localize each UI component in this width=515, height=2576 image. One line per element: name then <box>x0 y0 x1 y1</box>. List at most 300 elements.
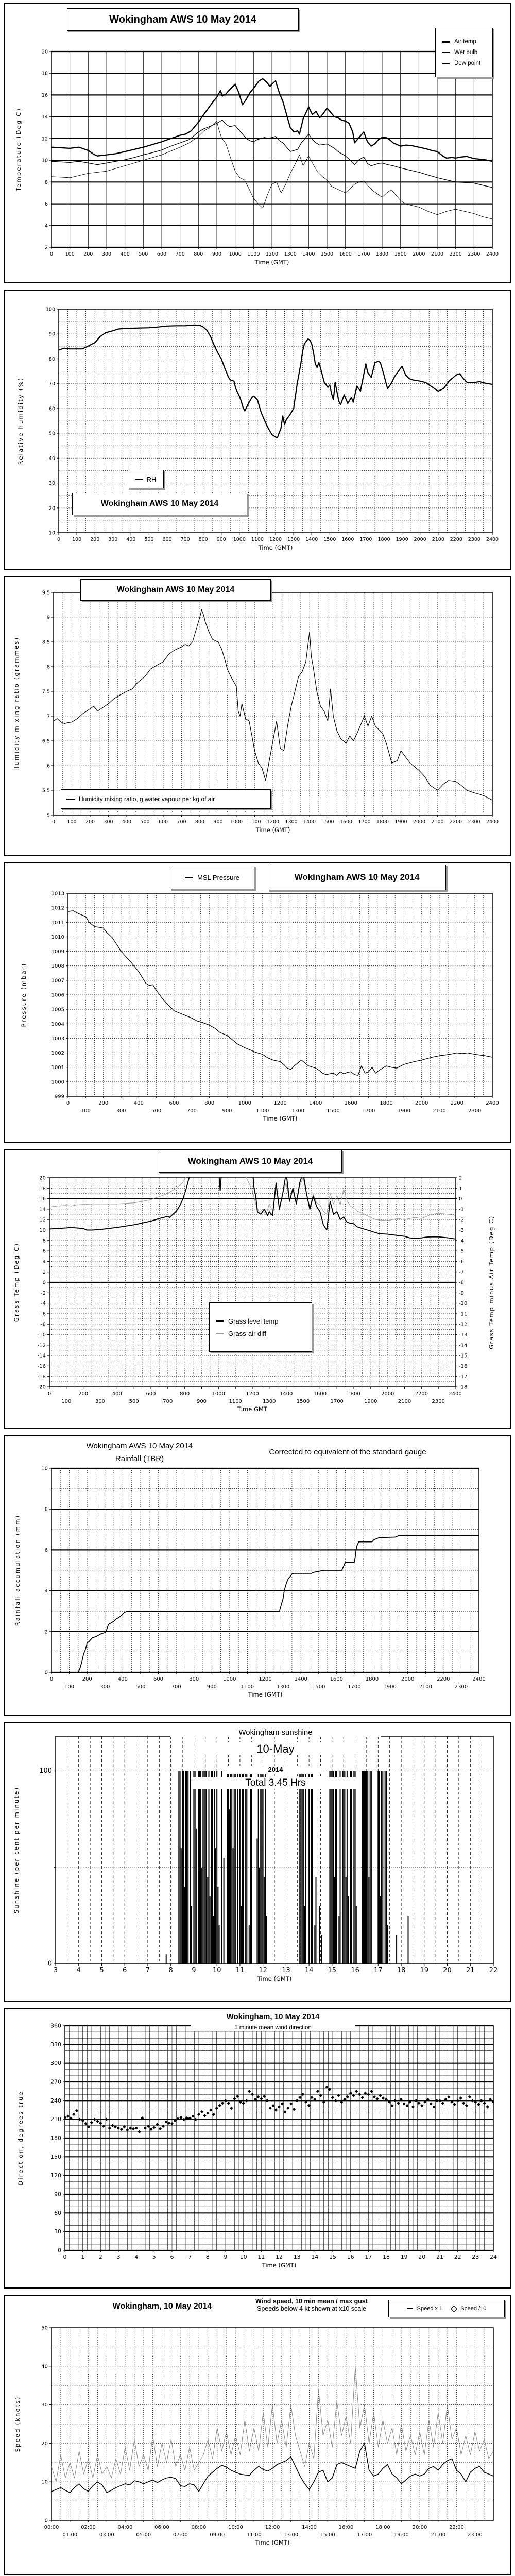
svg-text:700: 700 <box>163 1399 173 1404</box>
svg-text:-15: -15 <box>459 1353 468 1359</box>
svg-text:1500: 1500 <box>312 1684 325 1690</box>
wet-bulb-label: Wet bulb <box>454 49 478 56</box>
svg-text:1100: 1100 <box>229 1399 242 1404</box>
humidity-chart-title: Wokingham AWS 10 May 2014 <box>100 499 219 508</box>
svg-text:120: 120 <box>50 2172 61 2179</box>
legend-item <box>407 2306 443 2312</box>
sunshine-chart-total: Total 3.45 Hrs <box>191 1777 360 1789</box>
svg-text:-1: -1 <box>459 1207 464 1213</box>
sunshine-chart-year: 2014 <box>227 1766 324 1774</box>
svg-text:1900: 1900 <box>383 1684 397 1690</box>
svg-text:40: 40 <box>48 455 55 462</box>
svg-text:-4: -4 <box>41 1301 46 1307</box>
svg-text:1200: 1200 <box>246 1391 259 1397</box>
pressure-chart-svg <box>5 863 512 1144</box>
svg-text:300: 300 <box>104 819 113 825</box>
svg-text:03:00: 03:00 <box>99 2532 114 2538</box>
svg-text:900: 900 <box>213 819 223 825</box>
rainfall-chart-subtitle: Rainfall (TBR) <box>115 1454 164 1464</box>
rainfall-chart-note: Corrected to equivalent of the standard gauge <box>232 1448 464 1456</box>
svg-text:1800: 1800 <box>365 1676 379 1682</box>
svg-text:500: 500 <box>139 251 148 257</box>
svg-text:1300: 1300 <box>287 537 300 543</box>
svg-text:16: 16 <box>41 92 48 98</box>
svg-text:3: 3 <box>53 1967 58 1974</box>
svg-text:1011: 1011 <box>51 920 64 926</box>
svg-text:2000: 2000 <box>413 819 426 825</box>
svg-text:500: 500 <box>135 1684 146 1690</box>
svg-text:1800: 1800 <box>375 251 389 257</box>
svg-text:7: 7 <box>46 714 50 720</box>
temperature-chart-panel <box>4 3 511 283</box>
svg-text:-9: -9 <box>459 1290 464 1296</box>
svg-text:100: 100 <box>64 1684 75 1690</box>
svg-text:200: 200 <box>85 819 95 825</box>
svg-text:Time (GMT): Time (GMT) <box>263 1115 298 1122</box>
svg-text:600: 600 <box>169 1100 179 1106</box>
svg-text:1002: 1002 <box>51 1050 64 1057</box>
mixing-ratio-chart-title-box <box>80 579 271 601</box>
mixing-ratio-swatch <box>66 799 75 800</box>
svg-text:400: 400 <box>122 819 132 825</box>
rh-swatch <box>135 479 143 480</box>
svg-text:18: 18 <box>397 1967 406 1974</box>
svg-text:Grass Temp minus Air Temp (Deg: Grass Temp minus Air Temp (Deg C) <box>488 1215 495 1349</box>
speed-x1-label: Speed x 1 <box>417 2306 443 2312</box>
svg-text:05:00: 05:00 <box>136 2532 151 2538</box>
svg-text:0: 0 <box>49 1676 54 1682</box>
svg-text:1100: 1100 <box>255 1108 269 1114</box>
svg-text:12: 12 <box>39 1217 46 1223</box>
svg-text:01:00: 01:00 <box>62 2532 78 2538</box>
svg-text:1500: 1500 <box>320 251 334 257</box>
svg-text:6: 6 <box>42 1248 46 1255</box>
svg-text:-14: -14 <box>459 1343 468 1349</box>
wind-speed-chart-subtitle2: Speeds below 4 kt shown at x10 scale <box>257 2305 366 2313</box>
svg-text:18:00: 18:00 <box>375 2524 390 2530</box>
svg-text:2100: 2100 <box>398 1399 411 1404</box>
svg-text:5: 5 <box>99 1967 104 1974</box>
svg-text:17: 17 <box>365 2253 372 2260</box>
svg-text:50: 50 <box>41 2325 48 2331</box>
svg-text:-12: -12 <box>37 1343 46 1349</box>
sunshine-chart-svg <box>5 1723 512 2003</box>
svg-text:04:00: 04:00 <box>117 2524 133 2530</box>
svg-text:300: 300 <box>95 1399 106 1404</box>
svg-text:2: 2 <box>459 1175 462 1181</box>
svg-text:6: 6 <box>46 763 50 769</box>
svg-text:1800: 1800 <box>347 1391 360 1397</box>
svg-text:2300: 2300 <box>468 819 480 825</box>
svg-text:2200: 2200 <box>450 1100 464 1106</box>
svg-text:150: 150 <box>50 2153 61 2160</box>
svg-text:200: 200 <box>82 1676 92 1682</box>
svg-text:15:00: 15:00 <box>320 2532 335 2538</box>
svg-text:0: 0 <box>52 819 56 825</box>
svg-text:6: 6 <box>123 1967 127 1974</box>
svg-text:Humidity mixing ratio (grammes: Humidity mixing ratio (grammes) <box>13 636 20 771</box>
svg-text:2000: 2000 <box>414 537 426 543</box>
svg-text:17:00: 17:00 <box>357 2532 372 2538</box>
wet-bulb-swatch <box>442 52 450 53</box>
svg-text:Time (GMT): Time (GMT) <box>255 826 290 834</box>
svg-text:23: 23 <box>472 2253 479 2260</box>
svg-text:09:00: 09:00 <box>210 2532 225 2538</box>
svg-text:Speed (knots): Speed (knots) <box>14 2396 21 2452</box>
svg-text:1100: 1100 <box>248 819 261 825</box>
svg-text:06:00: 06:00 <box>154 2524 169 2530</box>
svg-text:-8: -8 <box>41 1321 46 1328</box>
svg-text:19: 19 <box>400 2253 408 2260</box>
svg-text:13:00: 13:00 <box>283 2532 299 2538</box>
svg-text:6: 6 <box>44 201 48 208</box>
svg-text:18: 18 <box>383 2253 390 2260</box>
svg-text:12: 12 <box>41 136 48 142</box>
pressure-legend <box>170 866 254 889</box>
svg-text:700: 700 <box>171 1684 181 1690</box>
svg-text:11: 11 <box>235 1967 245 1974</box>
humidity-chart <box>5 291 512 571</box>
svg-text:1100: 1100 <box>251 537 264 543</box>
svg-text:21: 21 <box>466 1967 475 1974</box>
grass-temp-chart-panel <box>4 1149 511 1429</box>
humidity-legend <box>128 470 164 488</box>
svg-text:20:00: 20:00 <box>412 2524 427 2530</box>
svg-text:2400: 2400 <box>486 251 499 257</box>
rainfall-chart-title-block <box>55 1442 225 1464</box>
sunshine-chart-title: Wokingham sunshine <box>170 1728 381 1737</box>
svg-text:600: 600 <box>153 1676 164 1682</box>
svg-text:8.5: 8.5 <box>42 639 50 646</box>
svg-text:100: 100 <box>39 1767 52 1775</box>
air-temp-label: Air temp <box>454 39 476 45</box>
svg-text:100: 100 <box>72 537 82 543</box>
svg-text:07:00: 07:00 <box>173 2532 188 2538</box>
svg-text:-10: -10 <box>37 1332 46 1338</box>
svg-text:1200: 1200 <box>269 537 282 543</box>
svg-text:7.5: 7.5 <box>42 689 50 695</box>
svg-text:4: 4 <box>44 223 48 229</box>
humidity-chart-panel <box>4 290 511 570</box>
svg-text:1500: 1500 <box>296 1399 310 1404</box>
svg-text:12: 12 <box>259 1967 267 1974</box>
svg-text:600: 600 <box>146 1391 156 1397</box>
svg-text:16: 16 <box>39 1196 46 1202</box>
svg-text:Time (GMT): Time (GMT) <box>248 1691 283 1698</box>
air-temp-swatch <box>442 41 450 43</box>
svg-text:2300: 2300 <box>432 1399 445 1404</box>
svg-text:400: 400 <box>117 1676 128 1682</box>
svg-text:0: 0 <box>42 1280 46 1286</box>
svg-text:2000: 2000 <box>413 251 425 257</box>
svg-text:500: 500 <box>140 819 150 825</box>
svg-text:300: 300 <box>101 251 112 257</box>
svg-text:10:00: 10:00 <box>228 2524 243 2530</box>
svg-text:1013: 1013 <box>51 891 64 897</box>
svg-text:Temperature (Deg C): Temperature (Deg C) <box>15 107 22 192</box>
svg-text:-13: -13 <box>459 1332 468 1338</box>
svg-text:90: 90 <box>54 2191 61 2198</box>
svg-text:210: 210 <box>50 2116 61 2123</box>
pressure-chart-panel <box>4 862 511 1143</box>
svg-text:1400: 1400 <box>305 537 318 543</box>
svg-text:-2: -2 <box>41 1290 46 1296</box>
svg-text:2000: 2000 <box>415 1100 428 1106</box>
svg-text:13: 13 <box>282 1967 290 1974</box>
svg-text:9: 9 <box>192 1967 196 1974</box>
svg-text:1700: 1700 <box>359 537 372 543</box>
svg-text:700: 700 <box>180 537 190 543</box>
svg-text:22: 22 <box>454 2253 461 2260</box>
mixing-ratio-legend <box>61 789 271 809</box>
sunshine-chart <box>5 1723 512 2003</box>
legend-item <box>442 49 477 56</box>
humidity-chart-title-box <box>72 493 247 515</box>
svg-text:400: 400 <box>126 537 136 543</box>
svg-text:16:00: 16:00 <box>338 2524 354 2530</box>
svg-text:00:00: 00:00 <box>44 2524 59 2530</box>
svg-text:19:00: 19:00 <box>393 2532 409 2538</box>
svg-text:1012: 1012 <box>51 905 64 911</box>
grass-level-temp-label: Grass level temp <box>228 1317 279 1325</box>
svg-text:Time (GMT): Time (GMT) <box>257 1975 292 1982</box>
svg-text:2100: 2100 <box>432 537 444 543</box>
svg-text:20: 20 <box>39 1175 46 1181</box>
svg-text:2000: 2000 <box>401 1676 415 1682</box>
direction-chart-svg <box>5 2009 512 2290</box>
svg-text:2: 2 <box>44 245 48 251</box>
speed-x1-swatch <box>407 2308 413 2309</box>
svg-text:-17: -17 <box>459 1374 468 1380</box>
svg-text:100: 100 <box>67 819 77 825</box>
svg-text:-18: -18 <box>37 1374 46 1380</box>
svg-text:60: 60 <box>54 2209 61 2216</box>
svg-text:Time (GMT): Time (GMT) <box>254 259 289 266</box>
legend-item <box>216 1317 279 1325</box>
svg-text:12:00: 12:00 <box>265 2524 280 2530</box>
temperature-chart-title-box <box>67 8 299 31</box>
svg-text:900: 900 <box>216 537 226 543</box>
svg-text:400: 400 <box>120 251 130 257</box>
svg-text:10: 10 <box>48 530 55 536</box>
svg-text:1400: 1400 <box>294 1676 307 1682</box>
svg-text:1600: 1600 <box>313 1391 327 1397</box>
svg-text:2: 2 <box>44 1629 48 1635</box>
svg-text:2100: 2100 <box>419 1684 433 1690</box>
svg-text:20: 20 <box>41 49 48 55</box>
svg-text:1200: 1200 <box>259 1676 272 1682</box>
svg-text:1900: 1900 <box>396 537 408 543</box>
dew-point-swatch <box>442 63 450 64</box>
svg-text:Time GMT: Time GMT <box>237 1405 267 1413</box>
svg-text:200: 200 <box>83 251 93 257</box>
svg-text:7: 7 <box>145 1967 150 1974</box>
temperature-legend <box>435 28 493 77</box>
svg-text:900: 900 <box>222 1108 232 1114</box>
svg-text:1000: 1000 <box>229 251 242 257</box>
svg-text:100: 100 <box>65 251 75 257</box>
wind-direction-chart-panel <box>4 2008 511 2289</box>
sunshine-chart-date: 10-May <box>196 1742 355 1755</box>
svg-text:1700: 1700 <box>362 1108 375 1114</box>
svg-text:20: 20 <box>443 1967 452 1974</box>
svg-text:-20: -20 <box>37 1384 46 1391</box>
grass-air-diff-label: Grass-air diff <box>228 1329 267 1337</box>
svg-text:17: 17 <box>374 1967 383 1974</box>
svg-text:0: 0 <box>66 1100 70 1106</box>
svg-text:-12: -12 <box>459 1321 468 1328</box>
svg-text:50: 50 <box>48 431 55 437</box>
svg-text:2200: 2200 <box>437 1676 450 1682</box>
svg-text:-6: -6 <box>41 1311 46 1317</box>
wind-speed-chart <box>5 2296 512 2576</box>
svg-text:6.5: 6.5 <box>42 738 50 744</box>
svg-text:200: 200 <box>78 1391 89 1397</box>
svg-text:1: 1 <box>459 1185 462 1192</box>
svg-text:1010: 1010 <box>51 934 64 940</box>
mixing-ratio-chart <box>5 577 512 857</box>
svg-text:300: 300 <box>108 537 118 543</box>
svg-text:2: 2 <box>98 2253 102 2260</box>
legend-item <box>442 60 480 66</box>
svg-text:500: 500 <box>129 1399 139 1404</box>
svg-text:1300: 1300 <box>263 1399 276 1404</box>
mixing-chart-svg <box>5 577 512 857</box>
pressure-chart-title: Wokingham AWS 10 May 2014 <box>294 872 420 882</box>
legend-item <box>135 476 157 483</box>
svg-text:10: 10 <box>39 1228 46 1233</box>
svg-text:0: 0 <box>47 1391 52 1397</box>
grass-temp-chart-title: Wokingham AWS 10 May 2014 <box>187 1156 313 1166</box>
svg-text:1000: 1000 <box>238 1100 252 1106</box>
svg-text:240: 240 <box>50 2097 61 2104</box>
svg-text:22:00: 22:00 <box>449 2524 464 2530</box>
svg-text:8: 8 <box>42 1238 46 1244</box>
rainfall-chart-panel <box>4 1435 511 1716</box>
svg-text:1000: 1000 <box>212 1391 226 1397</box>
wind-speed-chart-subtitle1: Wind speed, 10 min mean / max gust <box>255 2298 368 2305</box>
svg-text:4: 4 <box>42 1259 46 1265</box>
speed-div10-label: Speed /10 <box>460 2306 487 2312</box>
svg-text:1300: 1300 <box>285 819 298 825</box>
svg-text:1400: 1400 <box>303 819 316 825</box>
wind-speed-chart-subtitle-block <box>227 2298 397 2313</box>
svg-text:15: 15 <box>328 1967 337 1974</box>
svg-text:1700: 1700 <box>358 819 371 825</box>
svg-text:16: 16 <box>347 2253 354 2260</box>
svg-text:2400: 2400 <box>486 537 499 543</box>
svg-text:2400: 2400 <box>486 819 499 825</box>
svg-text:0: 0 <box>44 2518 48 2524</box>
svg-text:16: 16 <box>351 1967 359 1974</box>
svg-text:1000: 1000 <box>233 537 246 543</box>
svg-text:4: 4 <box>76 1967 81 1974</box>
svg-text:2200: 2200 <box>449 251 462 257</box>
wind-speed-legend <box>388 2300 505 2317</box>
svg-text:1700: 1700 <box>330 1399 344 1404</box>
svg-text:10: 10 <box>212 1967 221 1974</box>
svg-text:18: 18 <box>41 71 48 77</box>
humidity-chart-svg <box>5 291 512 571</box>
svg-text:2300: 2300 <box>454 1684 468 1690</box>
svg-text:8: 8 <box>168 1967 173 1974</box>
pressure-chart-title-box <box>268 865 446 890</box>
svg-text:1007: 1007 <box>51 978 64 984</box>
svg-text:-6: -6 <box>459 1259 464 1265</box>
svg-text:1900: 1900 <box>394 819 407 825</box>
svg-text:1600: 1600 <box>339 251 352 257</box>
svg-text:4: 4 <box>134 2253 139 2260</box>
svg-text:-4: -4 <box>459 1238 464 1244</box>
svg-text:1006: 1006 <box>51 992 64 998</box>
svg-text:Pressure (mbar): Pressure (mbar) <box>20 962 27 1027</box>
svg-text:360: 360 <box>50 2022 61 2029</box>
svg-text:1001: 1001 <box>51 1065 64 1071</box>
svg-text:20: 20 <box>418 2253 426 2260</box>
svg-text:800: 800 <box>204 1100 215 1106</box>
svg-text:Sunshine (per cent per minute): Sunshine (per cent per minute) <box>13 1786 20 1914</box>
svg-text:800: 800 <box>195 819 205 825</box>
svg-text:1400: 1400 <box>279 1391 293 1397</box>
svg-text:12: 12 <box>276 2253 283 2260</box>
svg-text:1008: 1008 <box>51 963 64 970</box>
svg-text:800: 800 <box>189 1676 199 1682</box>
svg-text:1100: 1100 <box>247 251 260 257</box>
mixing-ratio-chart-panel <box>4 576 511 856</box>
mixing-ratio-chart-title: Wokingham AWS 10 May 2014 <box>116 585 235 594</box>
svg-text:Time (GMT): Time (GMT) <box>258 544 293 551</box>
speed-div10-swatch <box>451 2306 457 2312</box>
svg-text:900: 900 <box>196 1399 207 1404</box>
svg-text:Relative humidity (%): Relative humidity (%) <box>17 377 24 465</box>
svg-text:0: 0 <box>57 537 61 543</box>
svg-text:10: 10 <box>41 1466 48 1472</box>
rainfall-chart <box>5 1436 512 1717</box>
svg-text:400: 400 <box>112 1391 122 1397</box>
svg-text:600: 600 <box>158 819 168 825</box>
svg-text:9: 9 <box>224 2253 228 2260</box>
svg-text:30: 30 <box>48 481 55 487</box>
svg-text:8: 8 <box>44 1506 48 1513</box>
svg-text:8: 8 <box>44 179 48 185</box>
svg-text:2200: 2200 <box>449 819 462 825</box>
svg-text:800: 800 <box>194 251 203 257</box>
svg-text:6: 6 <box>170 2253 174 2260</box>
wind-direction-chart <box>5 2009 512 2290</box>
grass-level-temp-swatch <box>216 1320 224 1322</box>
dew-point-label: Dew point <box>454 60 481 66</box>
svg-text:1800: 1800 <box>380 1100 393 1106</box>
svg-text:1500: 1500 <box>323 537 336 543</box>
svg-text:0: 0 <box>58 2247 61 2254</box>
svg-text:2000: 2000 <box>381 1391 394 1397</box>
legend-item <box>442 39 476 45</box>
svg-text:19: 19 <box>420 1967 429 1974</box>
svg-text:5: 5 <box>152 2253 156 2260</box>
svg-text:-7: -7 <box>459 1269 464 1276</box>
svg-text:3: 3 <box>116 2253 121 2260</box>
svg-text:900: 900 <box>207 1684 217 1690</box>
svg-text:14: 14 <box>41 114 48 121</box>
svg-text:999: 999 <box>54 1094 64 1100</box>
svg-text:400: 400 <box>133 1100 144 1106</box>
svg-text:13: 13 <box>293 2253 301 2260</box>
svg-text:1300: 1300 <box>284 251 297 257</box>
svg-text:90: 90 <box>48 331 55 337</box>
svg-text:4: 4 <box>44 1588 48 1595</box>
svg-text:1000: 1000 <box>223 1676 236 1682</box>
svg-text:1: 1 <box>81 2253 85 2260</box>
